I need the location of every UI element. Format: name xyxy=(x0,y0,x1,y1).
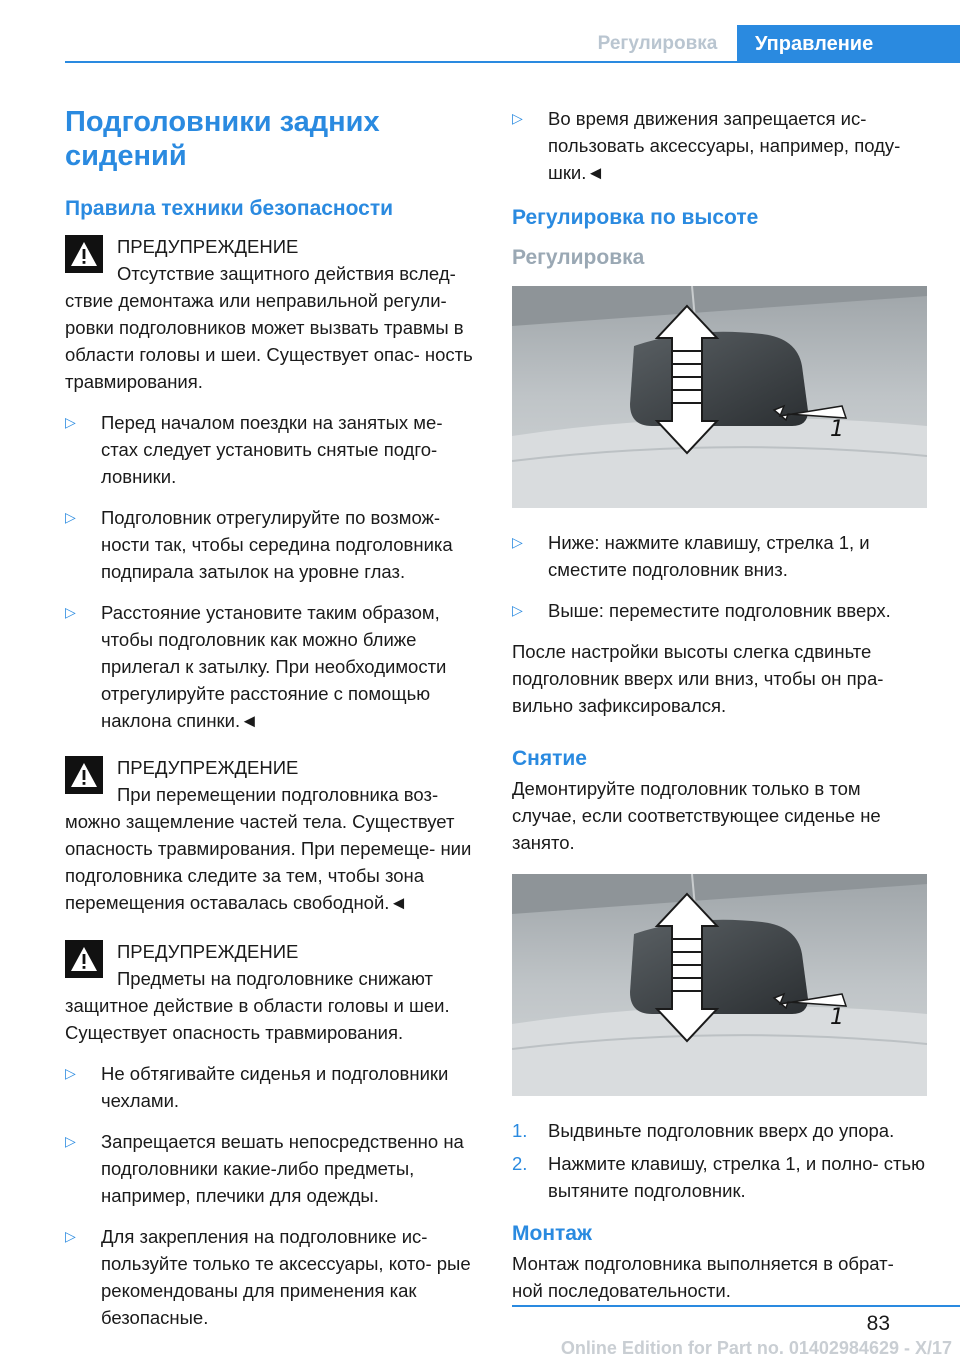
adjust-after-text: После настройки высоты слегка сдвиньте подголовник вверх или вниз, чтобы он пра- вильно зафиксировался. xyxy=(512,641,884,716)
list-item: ▷ Подголовник отрегулируйте по возмож- ности так, чтобы середина подголовника подпирала затылок на уровне глаз. xyxy=(65,504,480,585)
list-item: ▷ Расстояние установите таким образом, чтобы подголовник как можно ближе прилегал к затылку. При необходимости отрегулируйте расстояние с помощью наклона спинки.◄ xyxy=(65,599,480,734)
left-column xyxy=(65,105,480,1345)
warning-triangle-icon xyxy=(65,235,103,273)
headrest-adjust-figure xyxy=(512,286,927,508)
triangle-right-icon: ▷ xyxy=(512,110,523,126)
height-heading: Регулировка по высоте xyxy=(512,206,759,229)
warning-bullets xyxy=(65,409,480,734)
safety-heading: Правила техники безопасности xyxy=(65,197,394,220)
warning-block xyxy=(65,938,480,1046)
list-item: 1. Выдвиньте подголовник вверх до упора. xyxy=(512,1120,895,1141)
remove-heading: Снятие xyxy=(512,747,587,770)
footer-rule xyxy=(512,1305,960,1307)
list-item: ▷ Для закрепления на подголовнике ис- пользуйте только те аксессуары, кото- рые рекомендованы для применения как безопасные. xyxy=(65,1223,480,1331)
mount-text: Монтаж подголовника выполняется в обрат- ной последовательности. xyxy=(512,1253,894,1301)
header-chapter-tab: Управление xyxy=(737,25,960,63)
headrest-remove-figure xyxy=(512,874,927,1096)
right-column xyxy=(512,105,927,1304)
warning-triangle-icon xyxy=(65,756,103,794)
triangle-right-icon: ▷ xyxy=(65,509,76,525)
warning-label: ПРЕДУПРЕЖДЕНИЕ xyxy=(117,941,299,962)
triangle-right-icon: ▷ xyxy=(65,604,76,620)
warning-bullets xyxy=(65,1060,480,1331)
warning-text: защитное действие в области головы и шеи. Существует опасность травмирования. xyxy=(65,995,450,1043)
mount-heading: Монтаж xyxy=(512,1222,592,1245)
list-item: ▷ Во время движения запрещается ис- пользовать аксессуары, например, поду- шки.◄ xyxy=(512,105,927,186)
warning-text-first: При перемещении подголовника воз- xyxy=(117,784,439,805)
header-rule xyxy=(65,61,960,63)
triangle-right-icon: ▷ xyxy=(65,1228,76,1244)
triangle-right-icon: ▷ xyxy=(512,534,523,550)
warning-text-first: Отсутствие защитного действия вслед- xyxy=(117,263,456,284)
list-item: ▷ Выше: переместите подголовник вверх. xyxy=(512,597,927,624)
triangle-right-icon: ▷ xyxy=(65,414,76,430)
header-section-label: Регулировка xyxy=(597,33,718,54)
page-title: Подголовники задних сидений xyxy=(65,106,380,172)
warning-text-first: Предметы на подголовнике снижают xyxy=(117,968,433,989)
list-item: ▷ Не обтягивайте сиденья и подголовники чехлами. xyxy=(65,1060,480,1114)
warning-text: ствие демонтажа или неправильной регули- ровки подголовников может вызвать травмы в области головы и шеи. Существует опас- ность травмирования. xyxy=(65,290,473,392)
triangle-right-icon: ▷ xyxy=(65,1065,76,1081)
remove-text: Демонтируйте подголовник только в том случае, если соответствующее сиденье не занято. xyxy=(512,778,881,853)
warning-block xyxy=(65,233,480,395)
list-item: ▷ Перед началом поездки на занятых ме- стах следует установить снятые подго- ловники. xyxy=(65,409,480,490)
triangle-right-icon: ▷ xyxy=(65,1133,76,1149)
top-bullets xyxy=(512,105,927,186)
edition-label: Online Edition for Part no. 01402984629 - X/17 xyxy=(560,1338,952,1358)
figure-callout-label: 1 xyxy=(830,417,844,442)
adjust-heading: Регулировка xyxy=(512,246,645,269)
list-item: ▷ Ниже: нажмите клавишу, стрелка 1, и сместите подголовник вниз. xyxy=(512,529,927,583)
adjust-bullets xyxy=(512,529,927,624)
warning-text: можно защемление частей тела. Существует опасность травмирования. При перемеще- нии подголовника следите за тем, чтобы зона перемещения оставалась свободной.◄ xyxy=(65,811,472,913)
triangle-right-icon: ▷ xyxy=(512,602,523,618)
list-item: 2. Нажмите клавишу, стрелка 1, и полно- стью вытяните подголовник. xyxy=(512,1153,926,1201)
list-item: ▷ Запрещается вешать непосредственно на подголовники какие-либо предметы, например, плечики для одежды. xyxy=(65,1128,480,1209)
warning-label: ПРЕДУПРЕЖДЕНИЕ xyxy=(117,757,299,778)
warning-label: ПРЕДУПРЕЖДЕНИЕ xyxy=(117,236,299,257)
warning-triangle-icon xyxy=(65,940,103,978)
remove-steps xyxy=(512,1117,927,1204)
warning-block xyxy=(65,754,480,916)
figure-callout-label: 1 xyxy=(830,1005,844,1030)
page-number: 83 xyxy=(866,1312,890,1335)
